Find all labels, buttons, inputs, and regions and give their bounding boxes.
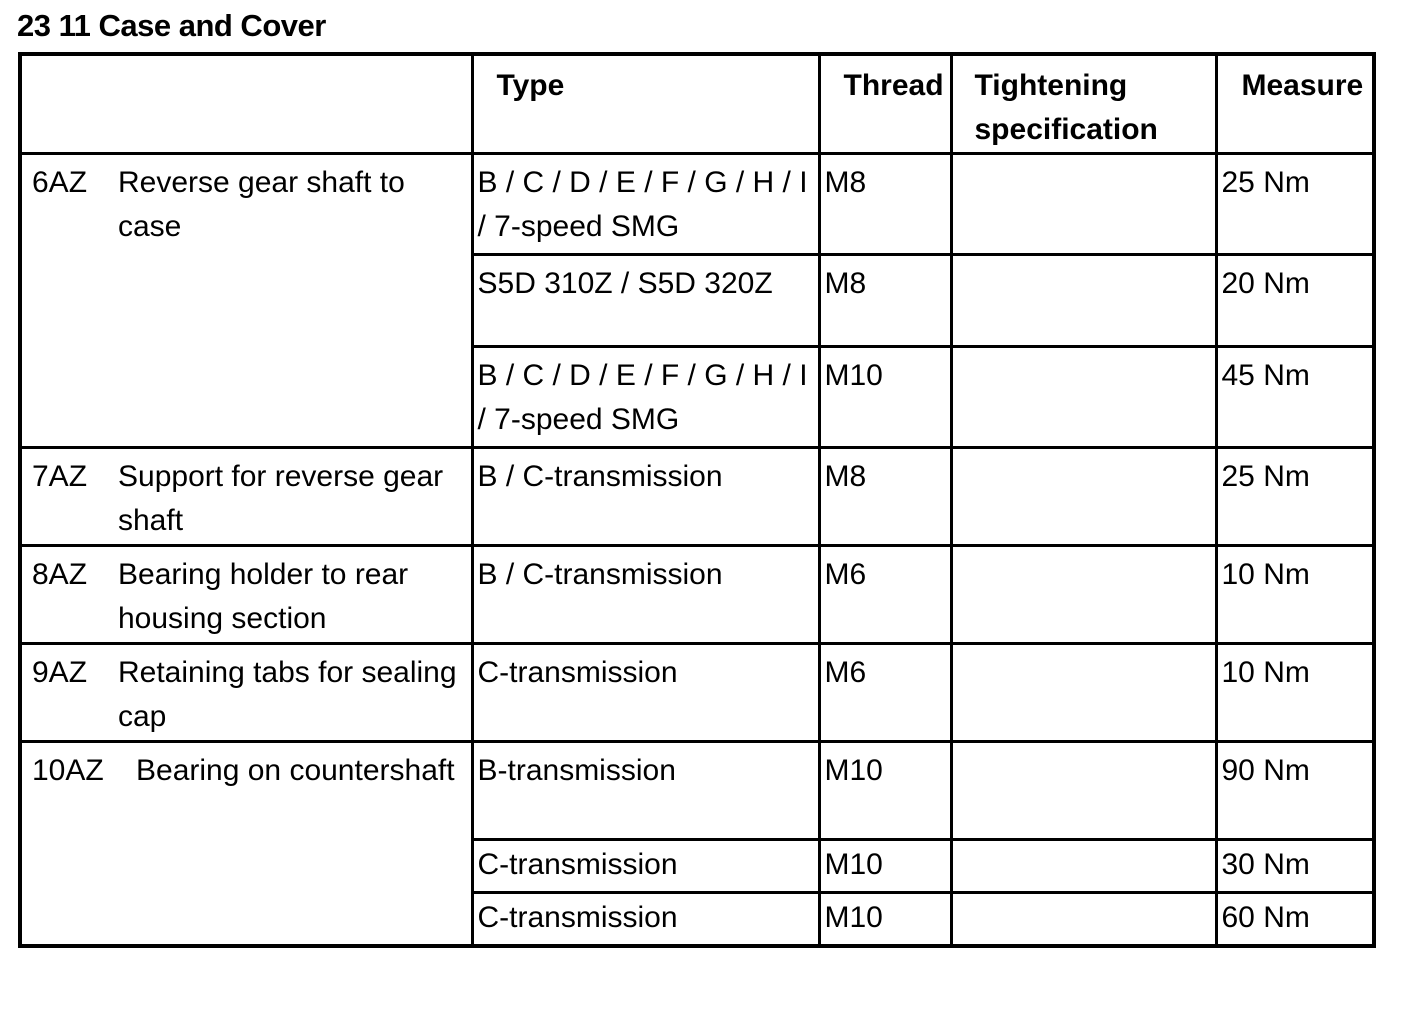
measure-cell: 25 Nm [1216, 448, 1374, 546]
measure-cell: 10 Nm [1216, 546, 1374, 644]
item-cell [20, 546, 472, 644]
header-item [20, 54, 472, 154]
header-thread: Thread [819, 54, 951, 154]
item-cell [20, 742, 472, 947]
measure-cell: 10 Nm [1216, 644, 1374, 742]
table-row [20, 154, 1374, 255]
item-cell [20, 448, 472, 546]
measure-cell: 30 Nm [1216, 840, 1374, 893]
item-description: Reverse gear shaft to case [118, 166, 405, 243]
header-type: Type [472, 54, 819, 154]
table-row [20, 448, 1374, 546]
thread-cell: M6 [819, 546, 951, 644]
item-code: 7AZ [32, 460, 88, 493]
item-code: 9AZ [32, 656, 88, 689]
item-code: 6AZ [32, 166, 88, 199]
type-cell: B-transmission [472, 742, 819, 840]
tightening-cell [951, 546, 1216, 644]
item-description: Bearing holder to rear housing section [118, 558, 409, 635]
tightening-cell [951, 893, 1216, 947]
item-description: Retaining tabs for sealing cap [118, 656, 457, 733]
table-header-row [20, 54, 1374, 154]
thread-cell: M10 [819, 347, 951, 448]
header-measure: Measure [1216, 54, 1374, 154]
tightening-cell [951, 448, 1216, 546]
measure-cell: 20 Nm [1216, 255, 1374, 347]
type-cell: B / C-transmission [472, 546, 819, 644]
tightening-cell [951, 347, 1216, 448]
torque-spec-table [18, 52, 1376, 948]
page-title: 23 11 Case and Cover [17, 8, 326, 43]
tightening-cell [951, 840, 1216, 893]
item-cell [20, 154, 472, 448]
tightening-cell [951, 255, 1216, 347]
type-cell: S5D 310Z / S5D 320Z [472, 255, 819, 347]
thread-cell: M8 [819, 154, 951, 255]
type-cell: B / C-transmission [472, 448, 819, 546]
item-cell [20, 644, 472, 742]
measure-cell: 90 Nm [1216, 742, 1374, 840]
tightening-cell [951, 742, 1216, 840]
thread-cell: M10 [819, 893, 951, 947]
type-cell: C-transmission [472, 840, 819, 893]
measure-cell: 45 Nm [1216, 347, 1374, 448]
header-tightening-specification: Tightening specification [951, 54, 1216, 154]
tightening-cell [951, 154, 1216, 255]
type-cell: C-transmission [472, 893, 819, 947]
item-description: Support for reverse gear shaft [118, 460, 444, 537]
thread-cell: M8 [819, 255, 951, 347]
table-row [20, 644, 1374, 742]
type-cell: B / C / D / E / F / G / H / I / 7-speed SMG [472, 154, 819, 255]
table-row [20, 742, 1374, 840]
type-cell: C-transmission [472, 644, 819, 742]
thread-cell: M10 [819, 742, 951, 840]
measure-cell: 25 Nm [1216, 154, 1374, 255]
type-cell: B / C / D / E / F / G / H / I / 7-speed SMG [472, 347, 819, 448]
thread-cell: M8 [819, 448, 951, 546]
item-code: 10AZ [32, 754, 104, 787]
measure-cell: 60 Nm [1216, 893, 1374, 947]
item-code: 8AZ [32, 558, 88, 591]
thread-cell: M6 [819, 644, 951, 742]
item-description: Bearing on countershaft [136, 754, 455, 787]
tightening-cell [951, 644, 1216, 742]
thread-cell: M10 [819, 840, 951, 893]
table-row [20, 546, 1374, 644]
